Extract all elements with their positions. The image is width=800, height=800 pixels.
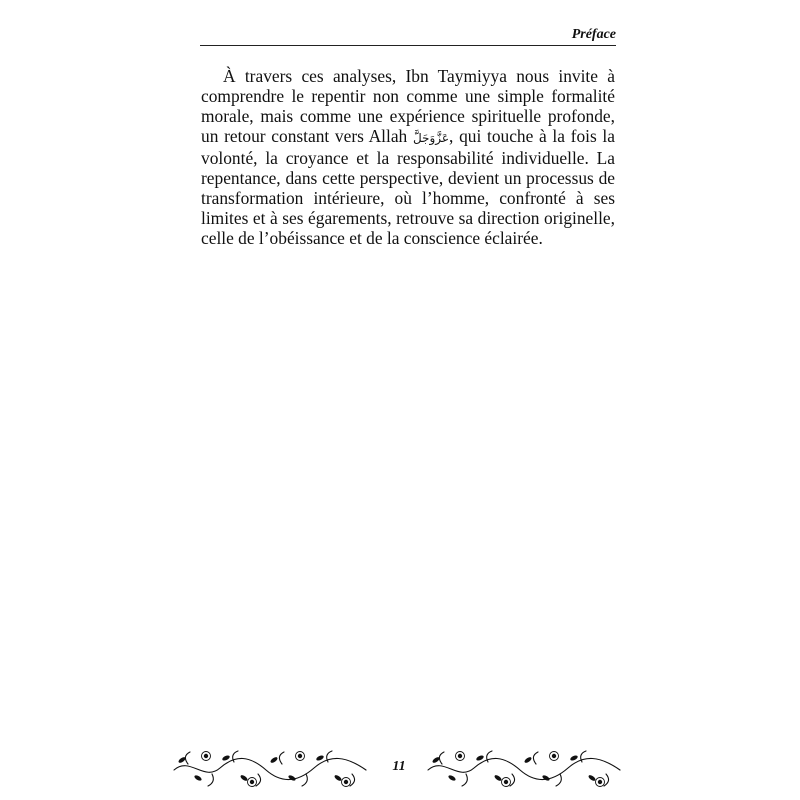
page-footer	[170, 746, 630, 790]
arabic-honorific: عَزَّوَجَلَّ	[412, 131, 450, 145]
floral-vine-ornament-right	[424, 746, 624, 790]
paragraph-text-start: À travers ces analyses, Ibn Taymiyya nous invite à comprendre le repentir non comme une simple formalité morale, mais comme une expérience spirituelle profonde, un retour constant vers Allah	[201, 66, 615, 146]
floral-vine-ornament-left	[170, 746, 370, 790]
body-paragraph	[201, 66, 615, 248]
page-number: 11	[392, 759, 406, 774]
paragraph-text-end: , qui touche à la fois la volonté, la croyance et la responsabilité individuelle. La repentance, dans cette perspective, devient un processus de transformation intérieure, où l’homme, confronté à ses limites et à ses égarements, retrouve sa direction originelle, celle de l’obéissance et de la conscience éclairée.	[201, 126, 615, 248]
running-header	[200, 26, 616, 46]
header-rule	[200, 45, 616, 46]
running-head-title: Préface	[571, 27, 616, 42]
